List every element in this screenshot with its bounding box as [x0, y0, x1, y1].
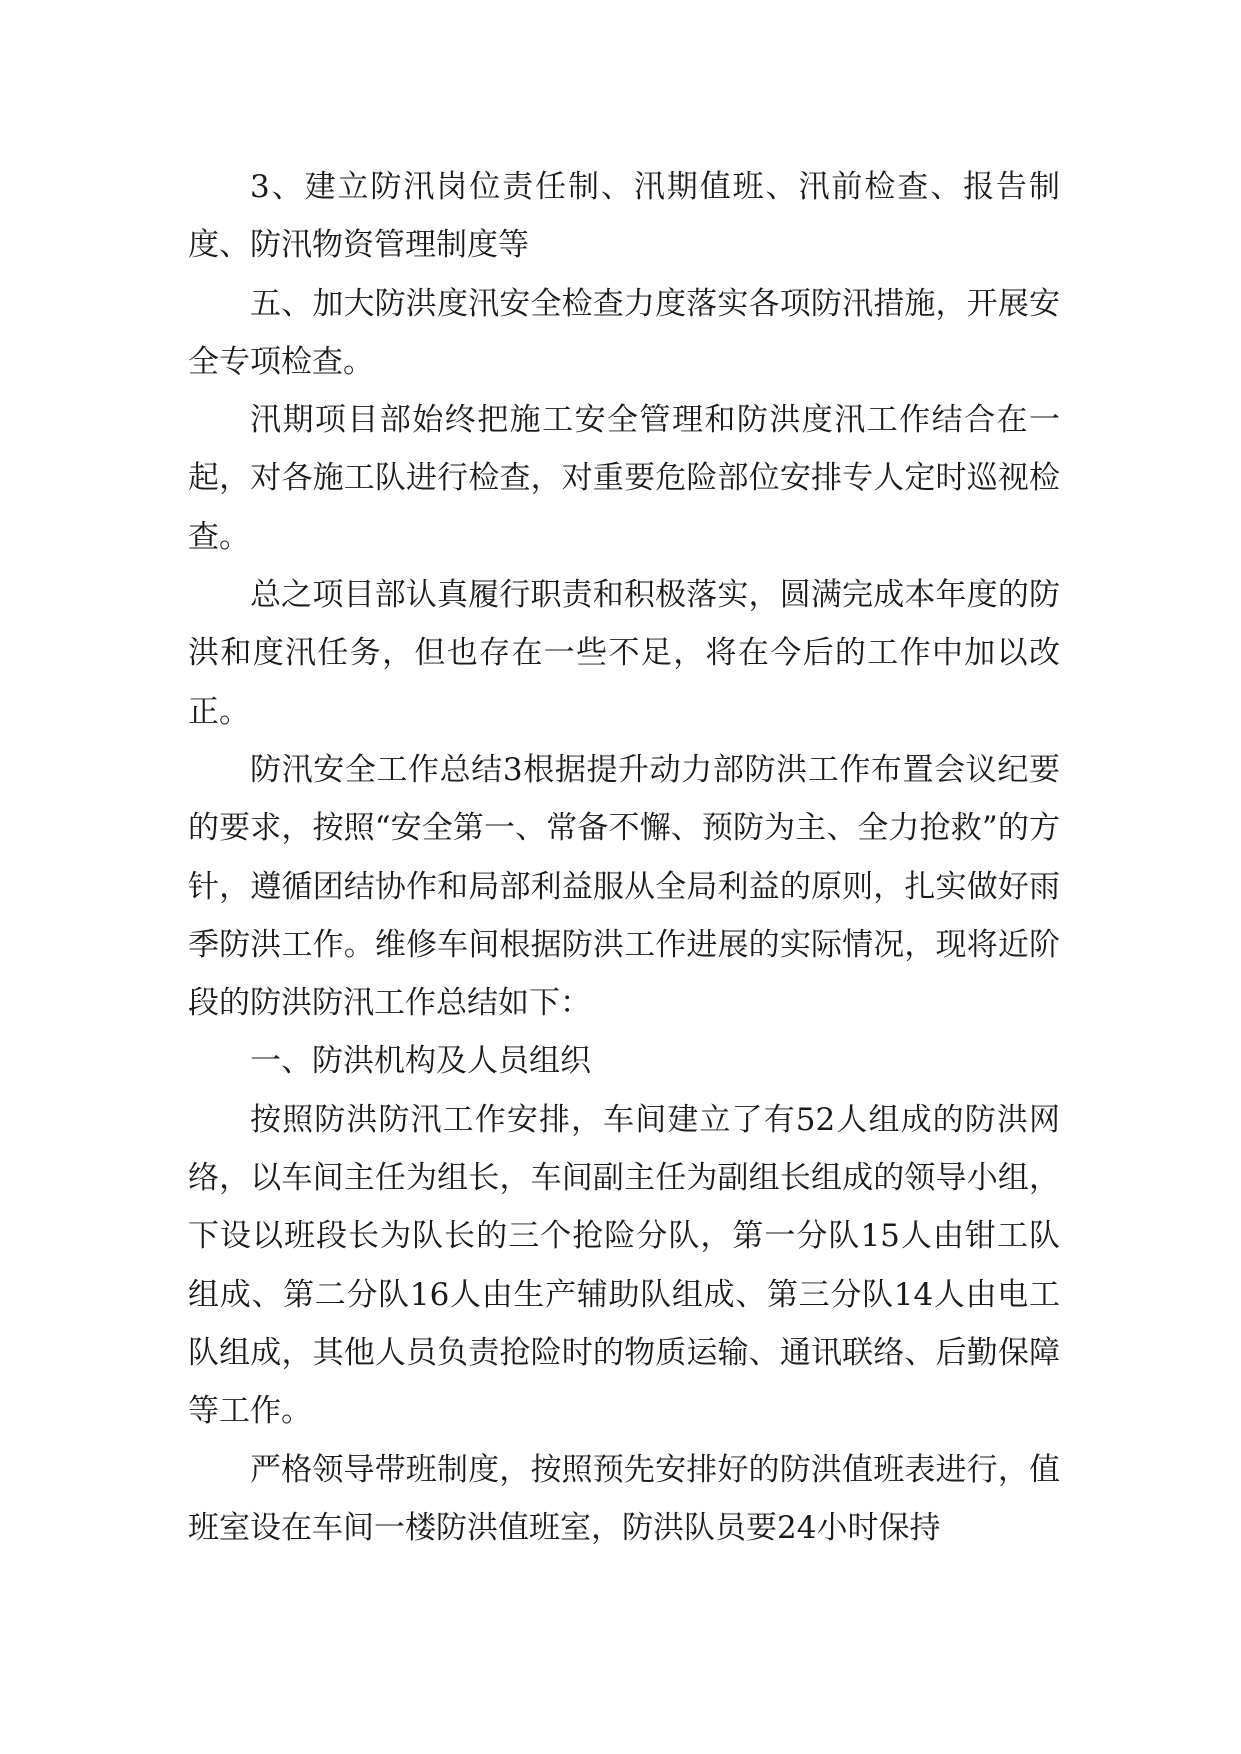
- paragraph-8: 严格领导带班制度，按照预先安排好的防洪值班表进行，值班室设在车间一楼防洪值班室，防洪队员要24小时保持: [188, 1451, 1060, 1546]
- paragraph-4: 总之项目部认真履行职责和积极落实，圆满完成本年度的防洪和度汛任务，但也存在一些不足，将在今后的工作中加以改正。: [188, 577, 1060, 730]
- paragraph-2: 五、加大防洪度汛安全检查力度落实各项防汛措施，开展安全专项检查。: [188, 285, 1060, 380]
- paragraph-1: 3、建立防汛岗位责任制、汛期值班、汛前检查、报告制度、防汛物资管理制度等: [188, 169, 1060, 264]
- paragraph-5: 防汛安全工作总结3根据提升动力部防洪工作布置会议纪要的要求，按照“安全第一、常备不懈、预防为主、全力抢救”的方针，遵循团结协作和局部利益服从全局利益的原则，扎实做好雨季防洪工作。维修车间根据防洪工作进展的实际情况，现将近阶段的防洪防汛工作总结如下：: [188, 751, 1060, 1022]
- document-body: [188, 158, 1060, 1557]
- paragraph-7: 按照防洪防汛工作安排，车间建立了有52人组成的防洪网络，以车间主任为组长，车间副主任为副组长组成的领导小组，下设以班段长为队长的三个抢险分队，第一分队15人由钳工队组成、第二分队16人由生产辅助队组成、第三分队14人由电工队组成，其他人员负责抢险时的物质运输、通讯联络、后勤保障等工作。: [188, 1101, 1060, 1430]
- paragraph-6: 一、防洪机构及人员组织: [250, 1043, 591, 1080]
- paragraph-3: 汛期项目部始终把施工安全管理和防洪度汛工作结合在一起，对各施工队进行检查，对重要危险部位安排专人定时巡视检查。: [188, 402, 1060, 555]
